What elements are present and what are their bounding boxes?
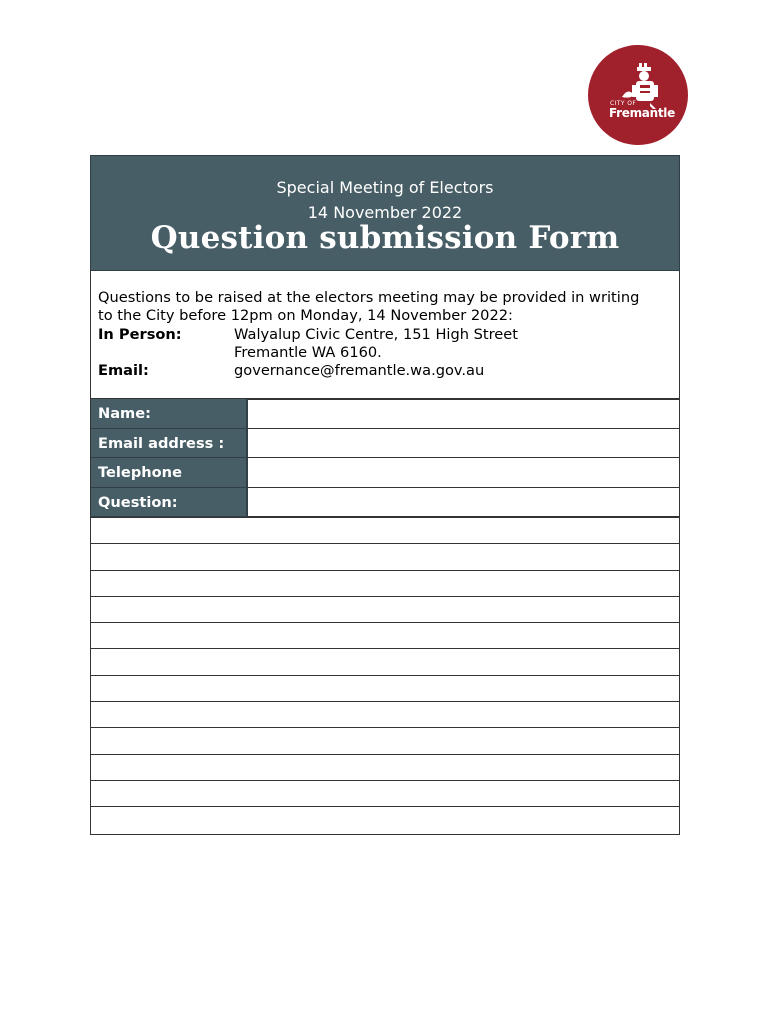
contact-fields <box>90 399 680 518</box>
email-field-row <box>91 429 679 459</box>
answer-line[interactable] <box>91 544 679 570</box>
in-person-row <box>98 326 672 344</box>
form-header <box>90 155 680 271</box>
answer-line[interactable] <box>91 728 679 754</box>
city-of-fremantle-logo <box>588 45 688 145</box>
question-submission-form <box>90 155 680 835</box>
fremantle-crest-icon <box>588 45 688 145</box>
answer-line[interactable] <box>91 676 679 702</box>
in-person-label: In Person: <box>98 325 182 343</box>
telephone-label: Telephone <box>91 458 248 488</box>
answer-line[interactable] <box>91 781 679 807</box>
meeting-title: Special Meeting of Electors <box>276 178 494 197</box>
telephone-field-row <box>91 458 679 488</box>
logo-fremantle-text: Fremantle <box>609 106 675 120</box>
question-label: Question: <box>91 488 248 518</box>
answer-line[interactable] <box>91 702 679 728</box>
name-field-row <box>91 399 679 429</box>
email-address-label: Email address : <box>91 429 248 459</box>
in-person-spacer <box>98 344 234 362</box>
email-address[interactable]: governance@fremantle.wa.gov.au <box>234 362 485 380</box>
meeting-date: 14 November 2022 <box>307 203 463 222</box>
in-person-address-line-2: Fremantle WA 6160. <box>234 343 382 361</box>
email-label: Email: <box>98 362 149 380</box>
name-input[interactable] <box>248 399 679 429</box>
email-address-input[interactable] <box>248 429 679 459</box>
answer-line[interactable] <box>91 597 679 623</box>
instructions-line-1: Questions to be raised at the electors meeting may be provided in writing <box>98 289 640 306</box>
in-person-row-2 <box>98 344 672 362</box>
form-title: Question submission Form <box>150 220 620 256</box>
question-field-row <box>91 488 679 518</box>
answer-line[interactable] <box>91 571 679 597</box>
in-person-address-line-1: Walyalup Civic Centre, 151 High Street <box>234 325 518 343</box>
question-answer-area[interactable] <box>90 518 680 835</box>
name-label: Name: <box>91 399 248 429</box>
answer-line[interactable] <box>91 518 679 544</box>
answer-line[interactable] <box>91 807 679 833</box>
submission-instructions <box>90 271 680 399</box>
question-input[interactable] <box>248 488 679 518</box>
email-row <box>98 362 672 380</box>
telephone-input[interactable] <box>248 458 679 488</box>
answer-line[interactable] <box>91 623 679 649</box>
answer-line[interactable] <box>91 649 679 675</box>
answer-line[interactable] <box>91 755 679 781</box>
instructions-line-2: to the City before 12pm on Monday, 14 November 2022: <box>98 307 513 325</box>
logo-city-of-text: CITY OF <box>610 100 637 107</box>
